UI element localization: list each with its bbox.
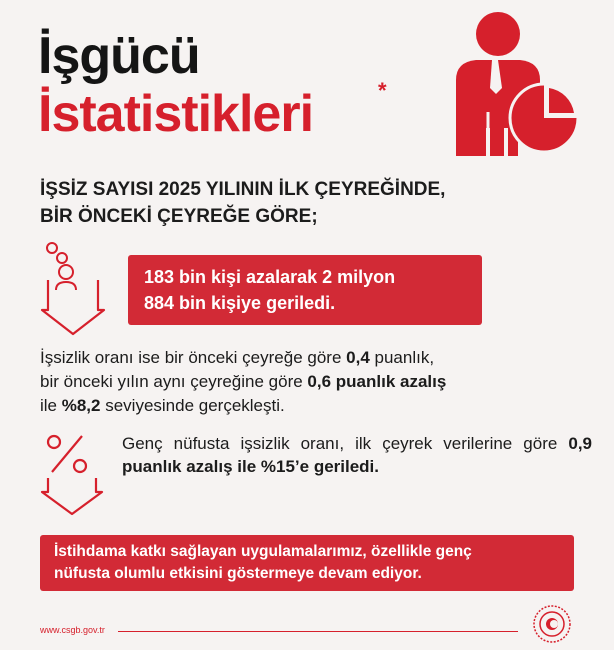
highlight-2-line-2: nüfusta olumlu etkisini göstermeye devam ediyor. [54, 565, 422, 582]
subheading-line-1: İŞSİZ SAYISI 2025 YILININ İLK ÇEYREĞİNDE, [40, 179, 446, 200]
highlight-box-policies [40, 535, 574, 591]
rate-bold-3: %8,2 [61, 396, 101, 415]
rate-bold-1: 0,4 [346, 348, 370, 367]
rate-text-4: ile [40, 396, 62, 415]
unemployment-rate-paragraph [40, 346, 580, 418]
youth-bold: 0,9 puanlık azalış ile %15’e geriledi. [122, 434, 592, 476]
footer-url[interactable]: www.csgb.gov.tr [40, 625, 105, 635]
subheading-line-2: BİR ÖNCEKİ ÇEYREĞE GÖRE; [40, 206, 318, 227]
subheading [40, 176, 560, 230]
people-down-arrow-icon [40, 240, 106, 336]
highlight-box-unemployed [128, 255, 482, 325]
title-line-1: İşgücü [38, 27, 200, 85]
rate-text-2: puanlık, [369, 348, 435, 367]
rate-bold-2: 0,6 puanlık azalış [307, 372, 447, 391]
rate-text-5: seviyesinde gerçekleşti. [100, 396, 285, 415]
asterisk: * [378, 78, 387, 103]
rate-text-3: bir önceki yılın aynı çeyreğine göre [40, 372, 308, 391]
highlight-1-line-2: 884 bin kişiye geriledi. [144, 293, 336, 313]
title-line-2: İstatistikleri [38, 85, 314, 143]
youth-text: Genç nüfusta işsizlik oranı, ilk çeyrek verilerine göre [122, 434, 569, 453]
footer-divider [118, 631, 518, 632]
ministry-seal-icon [532, 604, 572, 644]
youth-unemployment-paragraph [122, 432, 592, 478]
percent-down-arrow-icon [40, 432, 104, 516]
rate-text-1: İşsizlik oranı ise bir önceki çeyreğe göre [40, 348, 347, 367]
worker-chart-icon [452, 8, 582, 158]
highlight-2-line-1: İstihdama katkı sağlayan uygulamalarımız, özellikle genç [54, 543, 472, 560]
highlight-1-line-1: 183 bin kişi azalarak 2 milyon [144, 267, 396, 287]
